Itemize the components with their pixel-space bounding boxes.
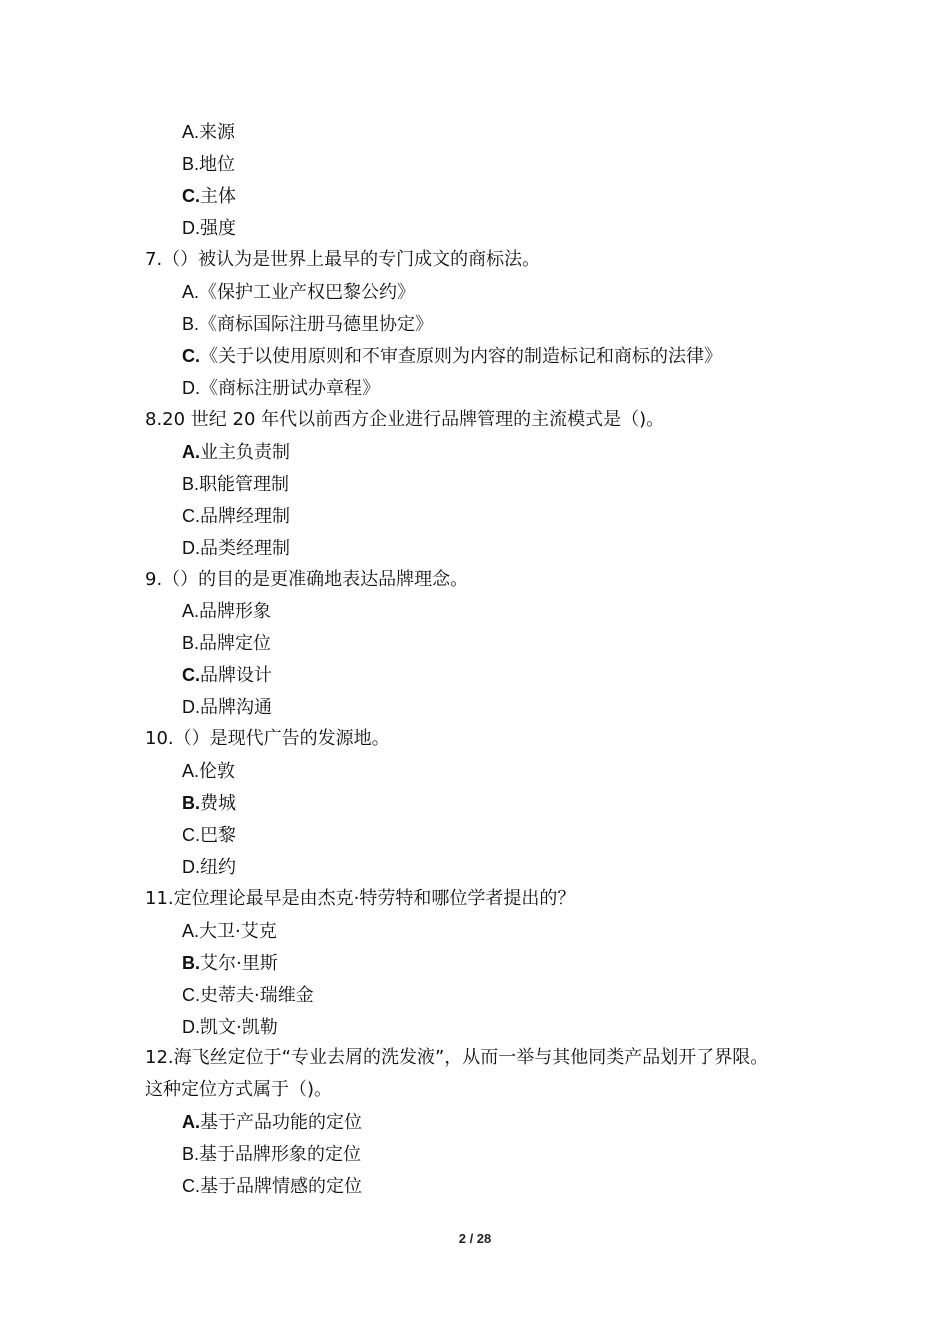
option-item [182, 152, 235, 177]
option-item [182, 344, 722, 369]
option-item [182, 919, 277, 944]
option-text: 品牌形象 [199, 601, 272, 622]
option-text: 伦敦 [199, 761, 236, 782]
option-letter: C. [182, 985, 200, 1005]
option-item [182, 376, 380, 401]
option-item [182, 536, 290, 561]
option-letter: D. [182, 378, 200, 398]
option-letter: A. [182, 1112, 200, 1132]
option-letter: B. [182, 474, 200, 494]
option-item [182, 312, 433, 337]
option-text: 《保护工业产权巴黎公约》 [199, 282, 416, 303]
option-item [182, 855, 236, 880]
option-item [182, 1142, 361, 1167]
option-item [182, 504, 290, 529]
option-letter: C. [182, 506, 200, 526]
option-letter: A. [182, 761, 200, 781]
option-letter: A. [182, 282, 200, 302]
option-item [182, 1174, 362, 1199]
question-text: 9.（）的目的是更准确地表达品牌理念。 [145, 569, 469, 590]
option-letter: D. [182, 697, 200, 717]
option-text: 品牌经理制 [200, 506, 290, 527]
option-text: 史蒂夫·瑞维金 [200, 985, 314, 1006]
option-letter: B. [182, 953, 200, 973]
option-item [182, 1110, 362, 1135]
option-text: 职能管理制 [199, 474, 290, 495]
option-letter: D. [182, 538, 200, 558]
option-letter: A. [182, 601, 200, 621]
option-letter: A. [182, 921, 200, 941]
option-item [182, 695, 272, 720]
option-item [182, 983, 314, 1008]
option-text: 业主负责制 [200, 442, 290, 463]
option-text: 《关于以使用原则和不审查原则为内容的制造标记和商标的法律》 [200, 346, 722, 367]
option-item [182, 663, 272, 688]
option-item [182, 631, 271, 656]
option-item [182, 120, 235, 145]
question-text: 7.（）被认为是世界上最早的专门成文的商标法。 [145, 249, 541, 270]
option-letter: D. [182, 1017, 200, 1037]
option-text: 艾尔·里斯 [200, 953, 278, 974]
option-item [182, 791, 236, 816]
option-letter: D. [182, 218, 200, 238]
option-text: 地位 [199, 154, 236, 175]
option-letter: B. [182, 793, 200, 813]
page-number: 2 / 28 [458, 1231, 492, 1246]
option-text: 《商标国际注册马德里协定》 [199, 314, 434, 335]
option-letter: D. [182, 857, 200, 877]
option-item [182, 184, 236, 209]
option-text: 主体 [200, 186, 236, 207]
option-text: 基于品牌形象的定位 [199, 1144, 362, 1165]
option-text: 《商标注册试办章程》 [200, 378, 380, 399]
option-item [182, 280, 415, 305]
option-letter: A. [182, 442, 200, 462]
option-text: 巴黎 [200, 825, 236, 846]
option-text: 凯文·凯勒 [200, 1017, 278, 1038]
option-text: 来源 [199, 122, 236, 143]
option-letter: B. [182, 633, 200, 653]
question-text: 10.（）是现代广告的发源地。 [145, 728, 390, 749]
option-letter: C. [182, 186, 200, 206]
option-text: 品牌沟通 [200, 697, 272, 718]
option-item [182, 951, 278, 976]
option-item [182, 472, 289, 497]
option-text: 品牌定位 [199, 633, 272, 654]
option-text: 基于品牌情感的定位 [200, 1176, 362, 1197]
option-item [182, 1015, 278, 1040]
option-letter: B. [182, 1144, 200, 1164]
option-item [182, 440, 290, 465]
option-text: 基于产品功能的定位 [200, 1112, 362, 1133]
question-text: 11.定位理论最早是由杰克·特劳特和哪位学者提出的？ [145, 888, 576, 909]
option-letter: C. [182, 1176, 200, 1196]
option-text: 费城 [200, 793, 236, 814]
option-letter: C. [182, 346, 200, 366]
option-letter: C. [182, 825, 200, 845]
question-text: 8.20 世纪 20 年代以前西方企业进行品牌管理的主流模式是（)。 [145, 409, 665, 430]
option-text: 品类经理制 [200, 538, 290, 559]
option-letter: B. [182, 154, 200, 174]
option-letter: C. [182, 665, 200, 685]
option-item [182, 823, 236, 848]
option-letter: A. [182, 122, 200, 142]
question-text: 12.海飞丝定位于“专业去屑的洗发液”，从而一举与其他同类产品划开了界限。 [145, 1047, 769, 1068]
question-text-continued: 这种定位方式属于（)。 [145, 1079, 333, 1100]
option-text: 强度 [200, 218, 236, 239]
option-item [182, 216, 236, 241]
option-text: 大卫·艾克 [199, 921, 277, 942]
option-text: 纽约 [200, 857, 236, 878]
option-letter: B. [182, 314, 200, 334]
option-item [182, 759, 235, 784]
option-item [182, 599, 271, 624]
option-text: 品牌设计 [200, 665, 272, 686]
